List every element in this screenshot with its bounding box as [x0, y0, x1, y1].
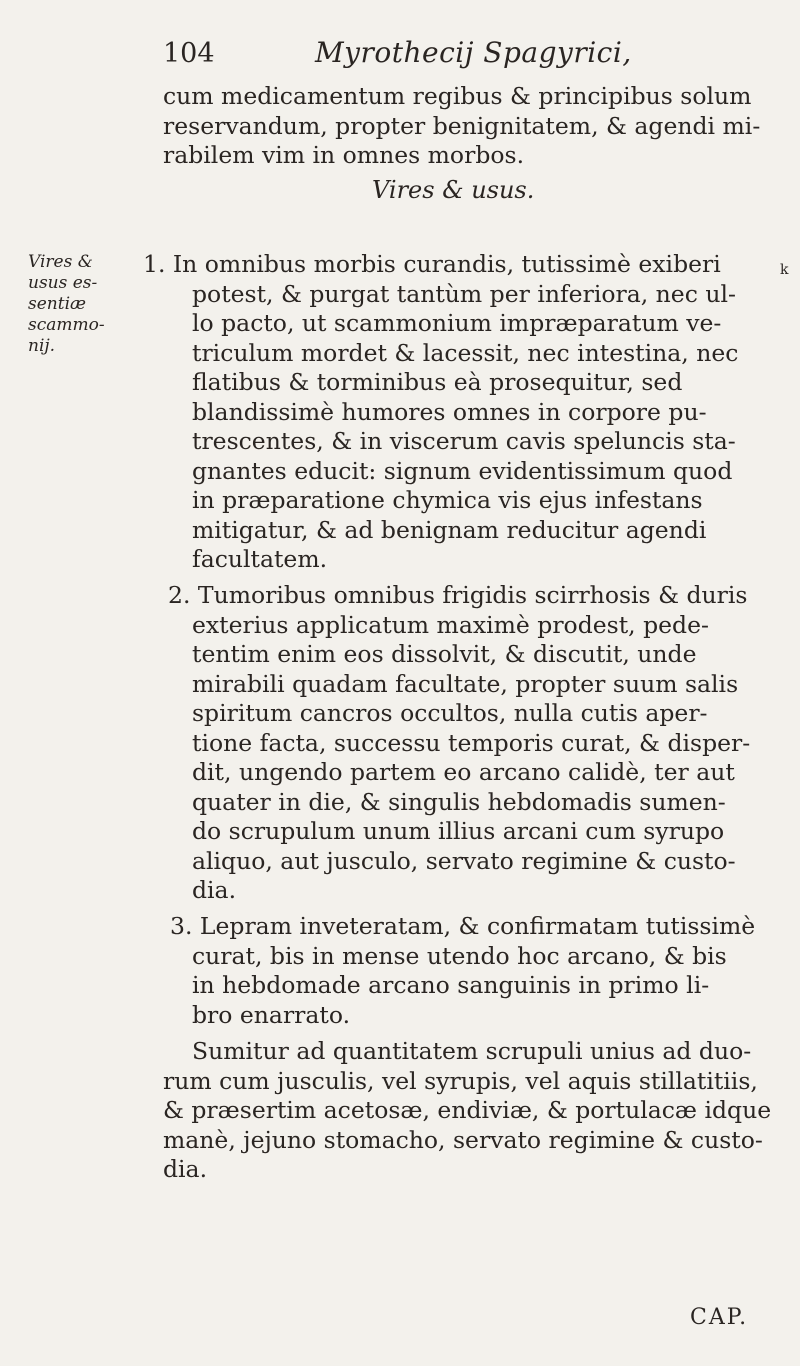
paragraph-1-line: gnantes educit: signum evidentissimum quod: [192, 457, 733, 485]
running-title: Myrothecij Spagyrici,: [315, 36, 632, 69]
paragraph-2-line: spiritum cancros occultos, nulla cutis aper-: [192, 699, 708, 727]
paragraph-2-line: 2. Tumoribus omnibus frigidis scirrhosis & duris: [168, 581, 748, 609]
paragraph-2-line: do scrupulum unum illius arcani cum syrupo: [192, 817, 725, 845]
margin-note-line: Vires &: [28, 252, 93, 272]
paragraph-1-line: trescentes, & in viscerum cavis speluncis sta-: [192, 427, 736, 455]
paragraph-1-line: mitigatur, & ad benignam reducitur agendi: [192, 516, 707, 544]
folio-mark: k: [780, 262, 789, 278]
margin-note-line: scammo-: [28, 315, 105, 335]
paragraph-2-line: tentim enim eos dissolvit, & discutit, unde: [192, 640, 697, 668]
paragraph-4-line: Sumitur ad quantitatem scrupuli unius ad duo-: [192, 1037, 752, 1065]
paragraph-1-line: lo pacto, ut scammonium impræparatum ve-: [192, 309, 722, 337]
intro-line: cum medicamentum regibus & principibus solum: [163, 82, 752, 110]
margin-note-line: usus es-: [28, 273, 98, 293]
paragraph-2-line: aliquo, aut jusculo, servato regimine & custo-: [192, 847, 736, 875]
section-heading: Vires & usus.: [372, 176, 535, 204]
intro-line: rabilem vim in omnes morbos.: [163, 141, 525, 169]
paragraph-4-line: dia.: [163, 1155, 208, 1183]
page-header: [163, 38, 683, 82]
paragraph-2-line: quater in die, & singulis hebdomadis sumen-: [192, 788, 726, 816]
margin-note: [28, 252, 138, 357]
paragraph-1-line: potest, & purgat tantùm per inferiora, nec ul-: [192, 280, 736, 308]
paragraph-1-line: triculum mordet & lacessit, nec intestina, nec: [192, 339, 739, 367]
paragraph-3-line: curat, bis in mense utendo hoc arcano, & bis: [192, 942, 727, 970]
paragraph-1-line: flatibus & torminibus eà prosequitur, sed: [192, 368, 683, 396]
intro-line: reservandum, propter benignitatem, & agendi mi-: [163, 112, 761, 140]
paragraph-4-line: manè, jejuno stomacho, servato regimine & custo-: [163, 1126, 763, 1154]
paragraph-3-line: bro enarrato.: [192, 1001, 351, 1029]
margin-note-line: nij.: [28, 336, 56, 356]
paragraph-2-line: dia.: [192, 876, 237, 904]
page-number: 104: [163, 38, 215, 69]
paragraph-3-line: 3. Lepram inveteratam, & confirmatam tutissimè: [170, 912, 756, 940]
paragraph-2-line: mirabili quadam facultate, propter suum salis: [192, 670, 739, 698]
paragraph-1-line: 1. In omnibus morbis curandis, tutissimè exiberi: [143, 250, 721, 278]
paragraph-2-line: dit, ungendo partem eo arcano calidè, ter aut: [192, 758, 735, 786]
paragraph-1-line: blandissimè humores omnes in corpore pu-: [192, 398, 707, 426]
paragraph-2-line: tione facta, successu temporis curat, & disper-: [192, 729, 751, 757]
catchword: CAP.: [690, 1305, 749, 1330]
paragraph-3-line: in hebdomade arcano sanguinis in primo li-: [192, 971, 710, 999]
paragraph-4-line: rum cum jusculis, vel syrupis, vel aquis stillatitiis,: [163, 1067, 758, 1095]
margin-note-line: sentiæ: [28, 294, 86, 314]
paragraph-1-line: facultatem.: [192, 545, 328, 573]
paragraph-2-line: exterius applicatum maximè prodest, pede-: [192, 611, 709, 639]
paragraph-1-line: in præparatione chymica vis ejus infestans: [192, 486, 703, 514]
paragraph-4-line: & præsertim acetosæ, endiviæ, & portulacæ idque: [163, 1096, 772, 1124]
